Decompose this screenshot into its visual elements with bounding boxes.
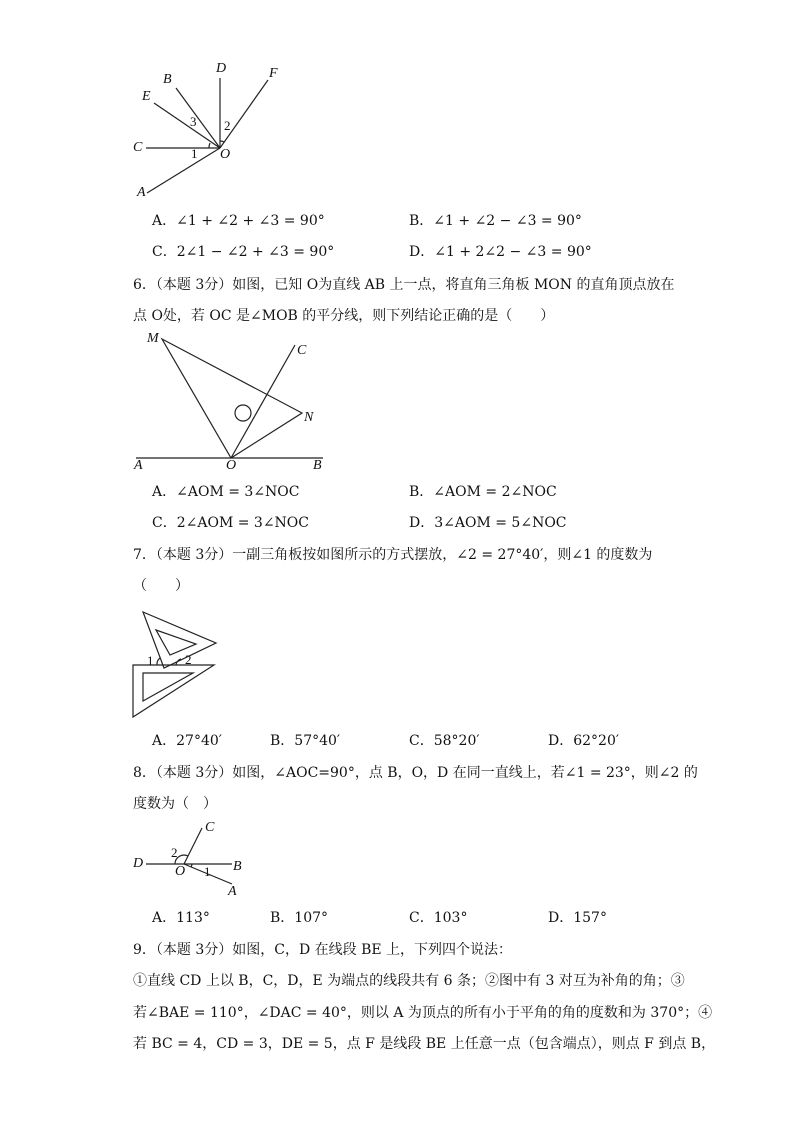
fig5-label-a: A (137, 185, 146, 200)
q7-option-c: C．58°20′ (409, 733, 480, 749)
q9-stem-line1: 9．（本题 3分）如图，C，D 在线段 BE 上，下列四个说法： (133, 942, 513, 958)
fig5-label-e: E (142, 89, 151, 104)
q7-stem-line2: （ ） (133, 578, 189, 594)
fig5-angle-1: 1 (191, 146, 198, 161)
q6-option-a: A．∠AOM = 3∠NOC (152, 484, 300, 500)
fig6-label-c: C (297, 343, 307, 358)
q9-stem-line4: 若 BC = 4，CD = 3，DE = 5，点 F 是线段 BE 上任意一点（包含端点），则点 F 到点 B， (133, 1036, 716, 1052)
q8-stem-line2: 度数为（ ） (133, 796, 217, 812)
fig5-label-o: O (220, 147, 231, 162)
fig8-label-o: O (175, 864, 186, 879)
fig6-label-n: N (304, 410, 314, 425)
fig5-label-d: D (216, 61, 227, 76)
q7-option-b: B．57°40′ (270, 733, 341, 749)
q9-stem-line2: ①直线 CD 上以 B，C，D，E 为端点的线段共有 6 条；②图中有 3 对互为补角的角；③ (133, 973, 685, 989)
fig8-label-a: A (228, 884, 237, 899)
fig6-label-o: O (226, 458, 237, 473)
fig5-label-c: C (133, 140, 143, 155)
q6-stem-line1: 6．（本题 3分）如图，已知 O为直线 AB 上一点，将直角三角板 MON 的直角顶点放在 (133, 277, 675, 293)
q7-option-d: D．62°20′ (548, 733, 620, 749)
q8-option-c: C．103° (409, 910, 468, 926)
q7-option-a: A．27°40′ (152, 733, 222, 749)
fig8-label-b: B (233, 859, 242, 874)
q5-option-d: D．∠1 + 2∠2 − ∠3 = 90° (409, 244, 592, 260)
fig7-angle-2: 2 (185, 652, 192, 667)
q8-option-d: D．157° (548, 910, 607, 926)
fig8-angle-1: 1 (204, 864, 211, 879)
fig6-label-a: A (134, 458, 143, 473)
fig7-angle-1: 1 (147, 653, 154, 668)
q6-option-b: B．∠AOM = 2∠NOC (409, 484, 557, 500)
q9-stem-line3: 若∠BAE = 110°，∠DAC = 40°，则以 A 为顶点的所有小于平角的角的度数和为 370°；④ (133, 1005, 713, 1021)
q8-stem-line1: 8．（本题 3分）如图，∠AOC=90°，点 B，O，D 在同一直线上，若∠1 = 23°，则∠2 的 (133, 765, 698, 781)
q7-stem-line1: 7．（本题 3分）一副三角板按如图所示的方式摆放，∠2 = 27°40′，则∠1 的度数为 (133, 547, 653, 563)
fig5-label-b: B (163, 72, 172, 87)
fig6-label-b: B (313, 458, 322, 473)
q5-option-b: B．∠1 + ∠2 − ∠3 = 90° (409, 213, 582, 229)
fig5-label-f: F (269, 66, 278, 81)
fig5-angle-3: 3 (190, 114, 197, 129)
fig8-angle-2: 2 (171, 845, 178, 860)
fig8-label-d: D (133, 856, 144, 871)
fig6-label-m: M (147, 331, 159, 346)
q6-option-c: C．2∠AOM = 3∠NOC (152, 515, 309, 531)
fig8-label-c: C (205, 820, 215, 835)
fig5-angle-2: 2 (224, 118, 231, 133)
q8-option-a: A．113° (152, 910, 210, 926)
q5-option-c: C．2∠1 − ∠2 + ∠3 = 90° (152, 244, 335, 260)
q6-option-d: D．3∠AOM = 5∠NOC (409, 515, 567, 531)
q8-option-b: B．107° (270, 910, 329, 926)
q5-option-a: A．∠1 + ∠2 + ∠3 = 90° (152, 213, 325, 229)
q6-stem-line2: 点 O处，若 OC 是∠MOB 的平分线，则下列结论正确的是（ ） (133, 308, 555, 324)
